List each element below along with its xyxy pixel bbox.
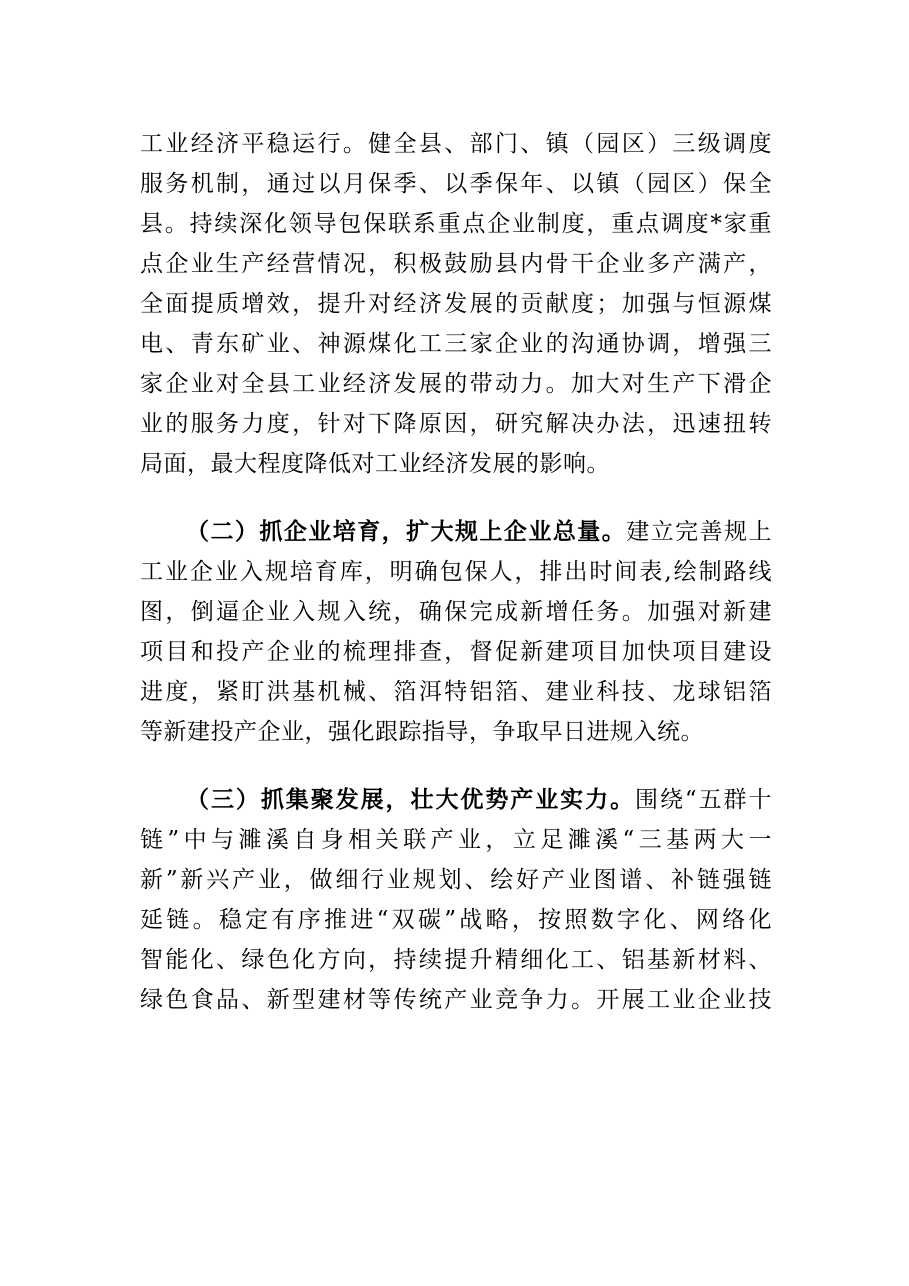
text-line: 进度，紧盯洪基机械、箔洱特铝箔、建业科技、龙球铝箔 (140, 679, 772, 705)
section-heading: （二）抓企业培育，扩大规上企业总量。 (186, 518, 627, 545)
text-line: 链”中与濉溪自身相关联产业，立足濉溪“三基两大一 (140, 827, 772, 853)
paragraph-industrial-operation (140, 124, 772, 484)
text-line: 图，倒逼企业入规入统，确保完成新增任务。加强对新建 (140, 599, 772, 625)
text-line: 工业经济平稳运行。健全县、部门、镇（园区）三级调度 (140, 131, 772, 157)
document-body (140, 124, 772, 1020)
text-line: 家企业对全县工业经济发展的带动力。加大对生产下滑企 (140, 371, 772, 397)
text-line: 新”新兴产业，做细行业规划、绘好产业图谱、补链强链 (140, 867, 772, 893)
text-line: 等新建投产企业，强化跟踪指导，争取早日进规入统。 (140, 719, 704, 745)
text-line: 智能化、绿色化方向，持续提升精细化工、铝基新材料、 (140, 947, 772, 973)
text-line: 全面提质增效，提升对经济发展的贡献度；加强与恒源煤 (140, 291, 772, 317)
text-line: 电、青东矿业、神源煤化工三家企业的沟通协调，增强三 (140, 331, 772, 357)
text-line: 服务机制，通过以月保季、以季保年、以镇（园区）保全 (140, 171, 772, 197)
paragraph-enterprise-cultivation (140, 512, 772, 752)
section-heading: （三）抓集聚发展，壮大优势产业实力。 (186, 786, 636, 813)
text-line: （三）抓集聚发展，壮大优势产业实力。围绕“五群十 (186, 786, 772, 813)
text-line: 县。持续深化领导包保联系重点企业制度，重点调度*家重 (140, 211, 772, 237)
text-line: （二）抓企业培育，扩大规上企业总量。建立完善规上 (186, 518, 773, 545)
text-line: 绿色食品、新型建材等传统产业竞争力。开展工业企业技 (140, 987, 772, 1013)
text-line: 点企业生产经营情况，积极鼓励县内骨干企业多产满产， (140, 251, 772, 277)
paragraph-spacer (140, 752, 772, 780)
text-line: 局面，最大程度降低对工业经济发展的影响。 (140, 451, 610, 477)
paragraph-spacer (140, 484, 772, 512)
text-line: 延链。稳定有序推进“双碳”战略，按照数字化、网络化 (140, 907, 772, 933)
text-line: 工业企业入规培育库，明确包保人，排出时间表,绘制路线 (140, 559, 772, 585)
text-line: 项目和投产企业的梳理排查，督促新建项目加快项目建设 (140, 639, 772, 665)
paragraph-cluster-development (140, 780, 772, 1020)
text-line: 业的服务力度，针对下降原因，研究解决办法，迅速扭转 (140, 411, 772, 437)
